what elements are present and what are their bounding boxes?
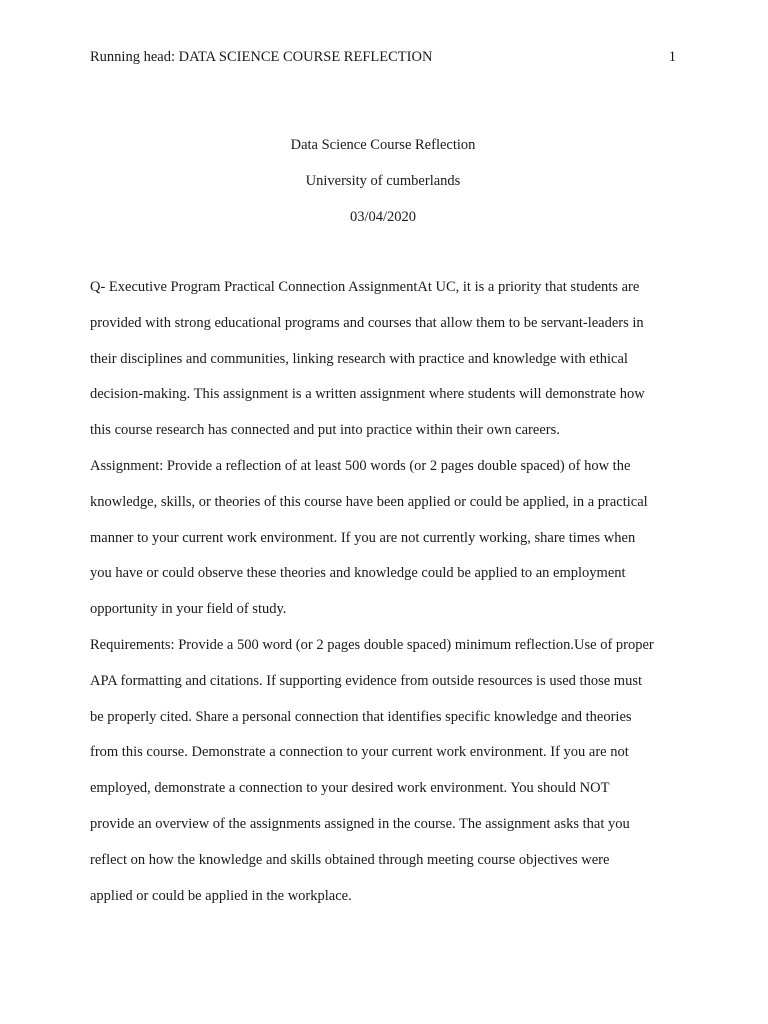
running-head: Running head: DATA SCIENCE COURSE REFLECTION xyxy=(90,49,433,65)
institution: University of cumberlands xyxy=(305,173,461,189)
body-line: reflect on how the knowledge and skills obtained through meeting course objectives were xyxy=(90,851,610,868)
body-line: decision-making. This assignment is a written assignment where students will demonstrate how xyxy=(90,386,645,403)
body-line: applied or could be applied in the workplace. xyxy=(90,887,352,904)
date: 03/04/2020 xyxy=(349,209,417,225)
paper-title: Data Science Course Reflection xyxy=(290,137,476,153)
body-line: Assignment: Provide a reflection of at least 500 words (or 2 pages double spaced) of how the xyxy=(90,457,631,474)
page-number: 1 xyxy=(668,49,676,65)
body-line: provide an overview of the assignments assigned in the course. The assignment asks that you xyxy=(90,815,630,832)
body-line: provided with strong educational programs and courses that allow them to be servant-leaders in xyxy=(90,314,644,331)
body-line: you have or could observe these theories and knowledge could be applied to an employment xyxy=(90,565,626,582)
body-line: Requirements: Provide a 500 word (or 2 pages double spaced) minimum reflection.Use of proper xyxy=(90,636,654,653)
body-text xyxy=(90,270,676,914)
body-line: this course research has connected and put into practice within their own careers. xyxy=(90,422,560,439)
body-line: APA formatting and citations. If supporting evidence from outside resources is used those must xyxy=(90,672,642,689)
body-line: their disciplines and communities, linking research with practice and knowledge with ethical xyxy=(90,350,628,367)
body-line: employed, demonstrate a connection to your desired work environment. You should NOT xyxy=(90,780,610,797)
page-header xyxy=(90,46,676,68)
body-line: be properly cited. Share a personal connection that identifies specific knowledge and theories xyxy=(90,708,632,725)
body-line: from this course. Demonstrate a connection to your current work environment. If you are not xyxy=(90,744,629,761)
body-line: manner to your current work environment. If you are not currently working, share times when xyxy=(90,529,636,546)
body-line: knowledge, skills, or theories of this course have been applied or could be applied, in a practical xyxy=(90,493,648,510)
body-line: opportunity in your field of study. xyxy=(90,601,287,618)
body-line: Q- Executive Program Practical Connection AssignmentAt UC, it is a priority that students are xyxy=(90,279,640,295)
title-block xyxy=(90,133,676,241)
